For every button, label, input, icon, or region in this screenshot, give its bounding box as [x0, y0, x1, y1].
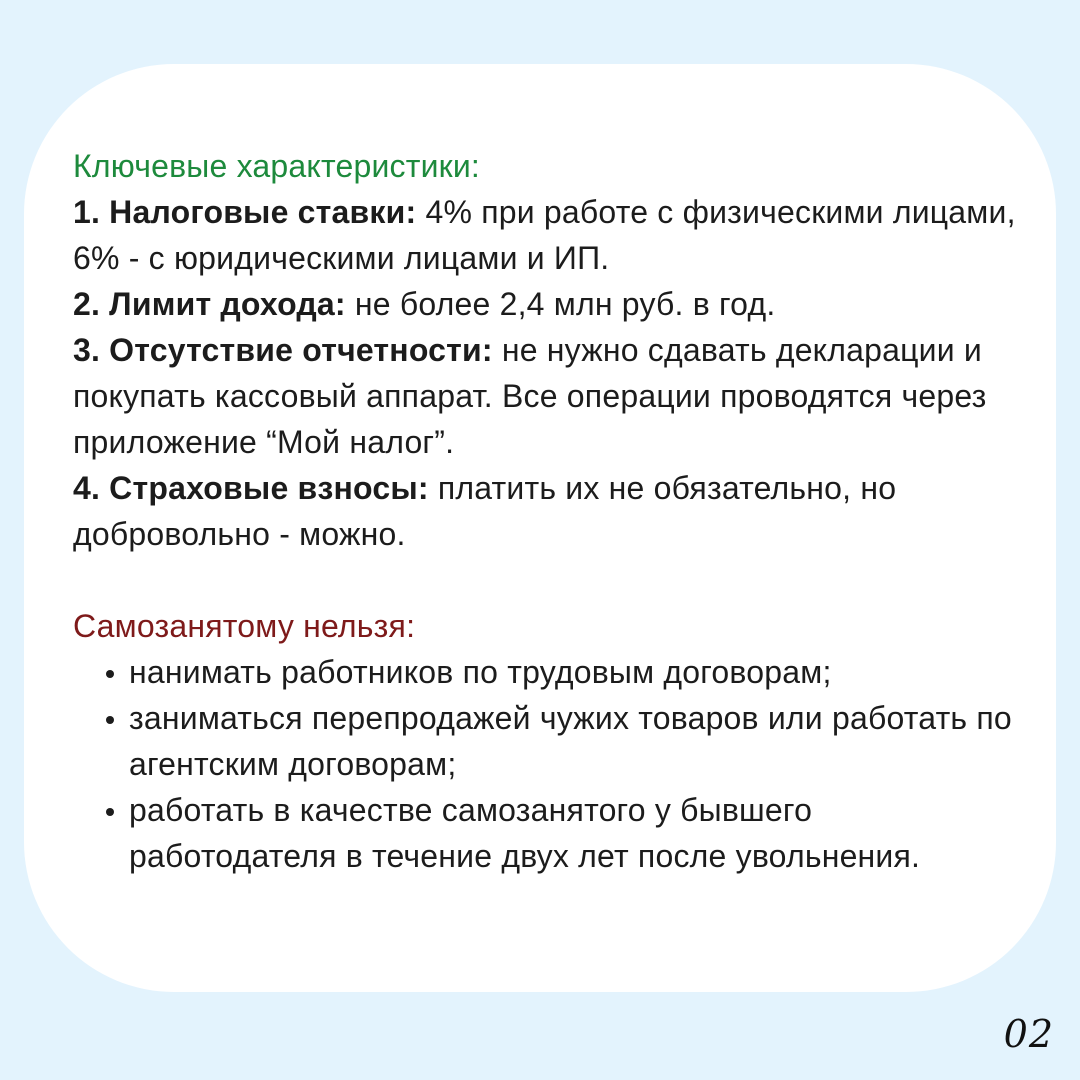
feature-item-3: [73, 327, 1023, 465]
feature-text: не нужно сдавать декларации и покупать кассовый аппарат. Все операции проводятся через приложение “Мой налог”.: [73, 332, 987, 460]
list-item: работать в качестве самозанятого у бывшего работодателя в течение двух лет после увольнения.: [73, 787, 1023, 879]
feature-text: платить их не обязательно, но добровольно - можно.: [73, 470, 897, 552]
section-spacer: [73, 557, 1023, 603]
feature-text: 4% при работе с физическими лицами, 6% - с юридическими лицами и ИП.: [73, 194, 1016, 276]
feature-title: 2. Лимит дохода:: [73, 286, 346, 322]
feature-title: 3. Отсутствие отчетности:: [73, 332, 493, 368]
feature-title: 1. Налоговые ставки:: [73, 194, 417, 230]
restrictions-heading: Самозанятому нельзя:: [73, 608, 416, 644]
content: [73, 143, 1023, 879]
list-item: заниматься перепродажей чужих товаров или работать по агентским договорам;: [73, 695, 1023, 787]
restrictions-list: [73, 649, 1023, 879]
page-number: 02: [1003, 1012, 1054, 1056]
feature-item-2: [73, 281, 1023, 327]
feature-item-4: [73, 465, 1023, 557]
feature-text: не более 2,4 млн руб. в год.: [345, 286, 776, 322]
key-features-heading: Ключевые характеристики:: [73, 148, 481, 184]
feature-title: 4. Страховые взносы:: [73, 470, 429, 506]
list-item: нанимать работников по трудовым договорам;: [73, 649, 1023, 695]
feature-item-1: [73, 189, 1023, 281]
